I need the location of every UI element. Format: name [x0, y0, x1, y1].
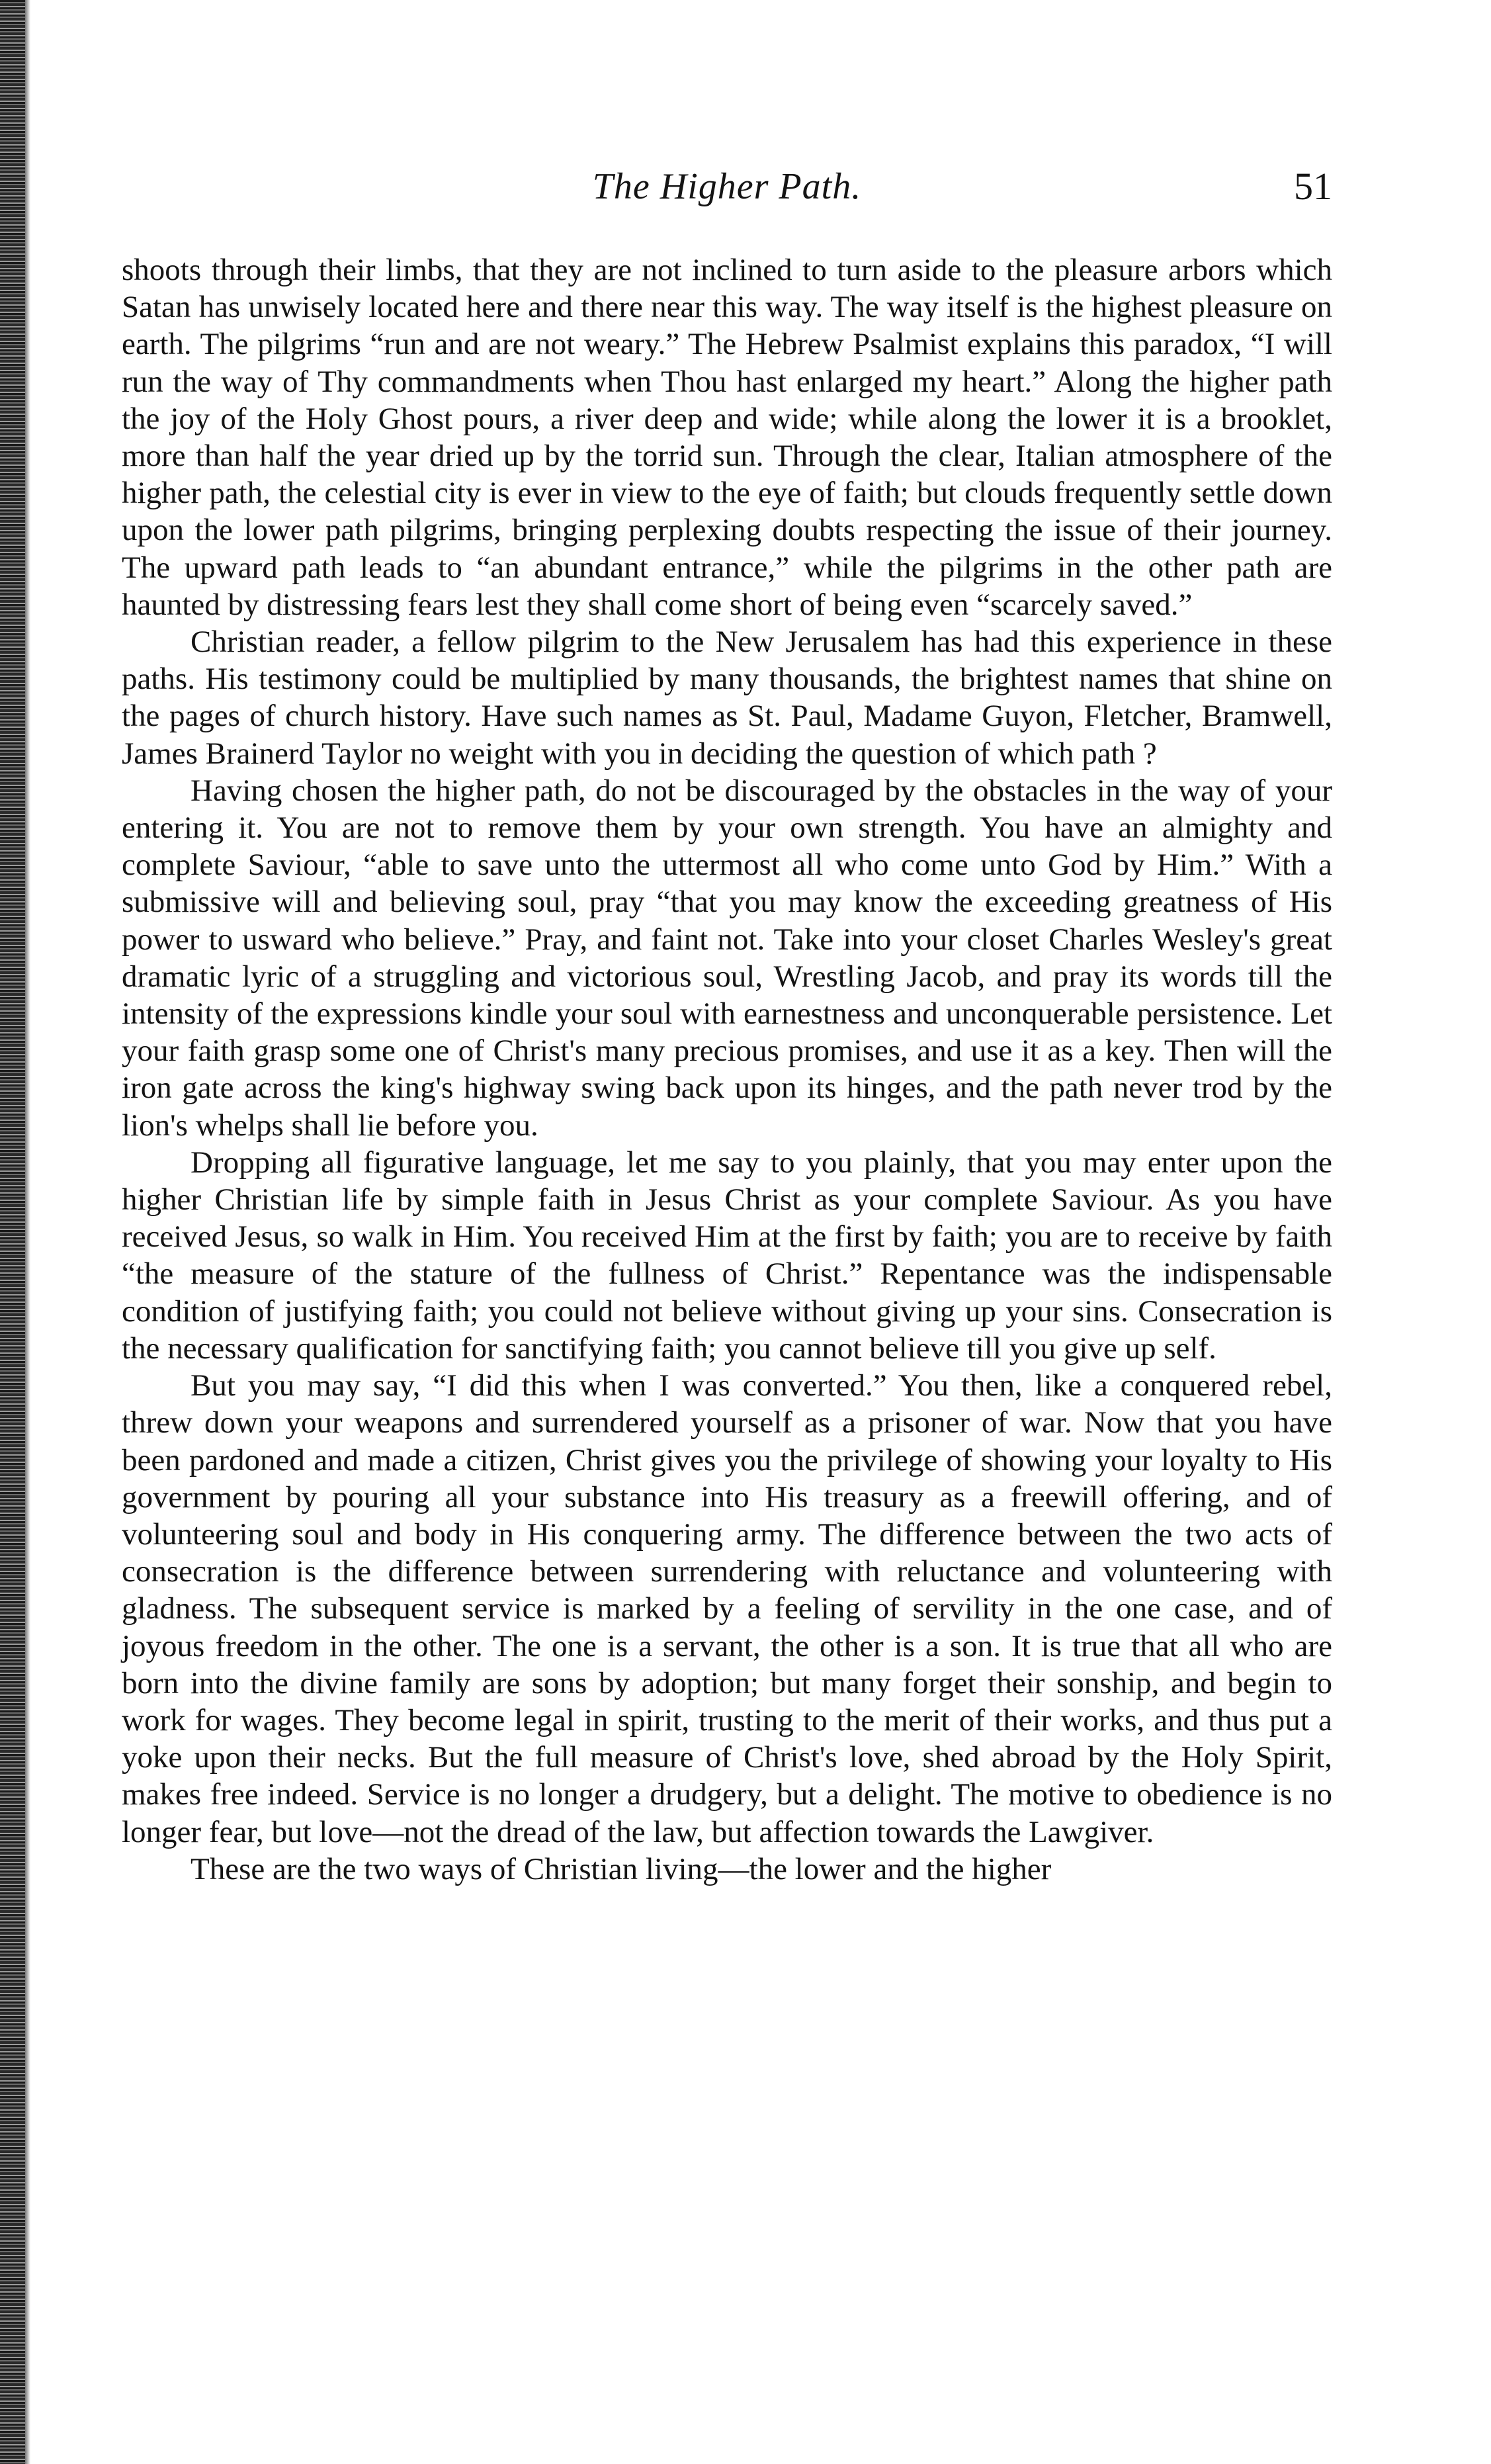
- paragraph-christian-reader: Christian reader, a fellow pilgrim to the New Jerusalem has had this experience in these paths. His testimony could be multiplied by many thousands, the brightest names that shine on the pages of church history. Have such names as St. Paul, Madame Guyon, Fletcher, Bramwell, James Brainerd Taylor no weight with you in deciding the question of which path ?: [122, 625, 1332, 771]
- paragraph-dropping-figurative: Dropping all figurative language, let me say to you plainly, that you may enter upon the higher Christian life by simple faith in Jesus Christ as your complete Saviour. As you have received Jesus, so walk in Him. You received Him at the first by faith; you are to receive by faith “the measure of the stature of the fullness of Christ.” Repentance was the indispensable condition of justifying faith; you could not believe without giving up your sins. Consecration is the necessary qualification for sanctifying faith; you cannot believe till you give up self.: [122, 1145, 1332, 1366]
- page-header: [122, 160, 1332, 213]
- page-binding-shadow: [25, 0, 30, 2464]
- paragraph-two-ways: These are the two ways of Christian living—the lower and the higher: [191, 1851, 1052, 1886]
- body-text: [122, 251, 1332, 1888]
- paragraph-but-you-may-say: But you may say, “I did this when I was converted.” You then, like a conquered rebel, threw down your weapons and surrendered yourself as a prisoner of war. Now that you have been pardoned and made a citizen, Christ gives you the privilege of showing your loyalty to His government by pouring all your substance into His treasury as a freewill offering, and of volunteering soul and body in His conquering army. The difference between the two acts of consecration is the difference between surrendering with reluctance and volunteering with gladness. The subsequent service is marked by a feeling of servility in the one case, and of joyous freedom in the other. The one is a servant, the other is a son. It is true that all who are born into the divine family are sons by adoption; but many forget their sonship, and begin to work for wages. They become legal in spirit, trusting to the merit of their works, and thus put a yoke upon their necks. But the full measure of Christ's love, shed abroad by the Holy Spirit, makes free indeed. Service is no longer a drudgery, but a delight. The motive to obedience is no longer fear, but love—not the dread of the law, but affection towards the Lawgiver.: [122, 1368, 1332, 1849]
- paragraph-having-chosen: Having chosen the higher path, do not be discouraged by the obstacles in the way of your entering it. You are not to remove them by your own strength. You have an almighty and complete Saviour, “able to save unto the uttermost all who come unto God by Him.” With a submissive will and believing soul, pray “that you may know the exceeding greatness of His power to usward who believe.” Pray, and faint not. Take into your closet Charles Wesley's great dramatic lyric of a struggling and victorious soul, Wrestling Jacob, and pray its words till the intensity of the expressions kindle your soul with earnestness and unconquerable persistence. Let your faith grasp some one of Christ's many precious promises, and use it as a key. Then will the iron gate across the king's highway swing back upon its hinges, and the path never trod by the lion's whelps shall lie before you.: [122, 773, 1332, 1143]
- running-title: The Higher Path.: [592, 166, 862, 207]
- paragraph-continuation: shoots through their limbs, that they are not inclined to turn aside to the pleasure arbors which Satan has unwisely located here and there near this way. The way itself is the highest pleasure on earth. The pilgrims “run and are not weary.” The Hebrew Psalmist explains this paradox, “I will run the way of Thy commandments when Thou hast enlarged my heart.” Along the higher path the joy of the Holy Ghost pours, a river deep and wide; while along the lower it is a brooklet, more than half the year dried up by the torrid sun. Through the clear, Italian atmosphere of the higher path, the celestial city is ever in view to the eye of faith; but clouds frequently settle down upon the lower path pilgrims, bringing perplexing doubts respecting the issue of their journey. The upward path leads to “an abundant entrance,” while the pilgrims in the other path are haunted by distressing fears lest they shall come short of being even “scarcely saved.”: [122, 253, 1332, 622]
- page-number: 51: [1294, 165, 1332, 208]
- page-binding-edge: [0, 0, 25, 2464]
